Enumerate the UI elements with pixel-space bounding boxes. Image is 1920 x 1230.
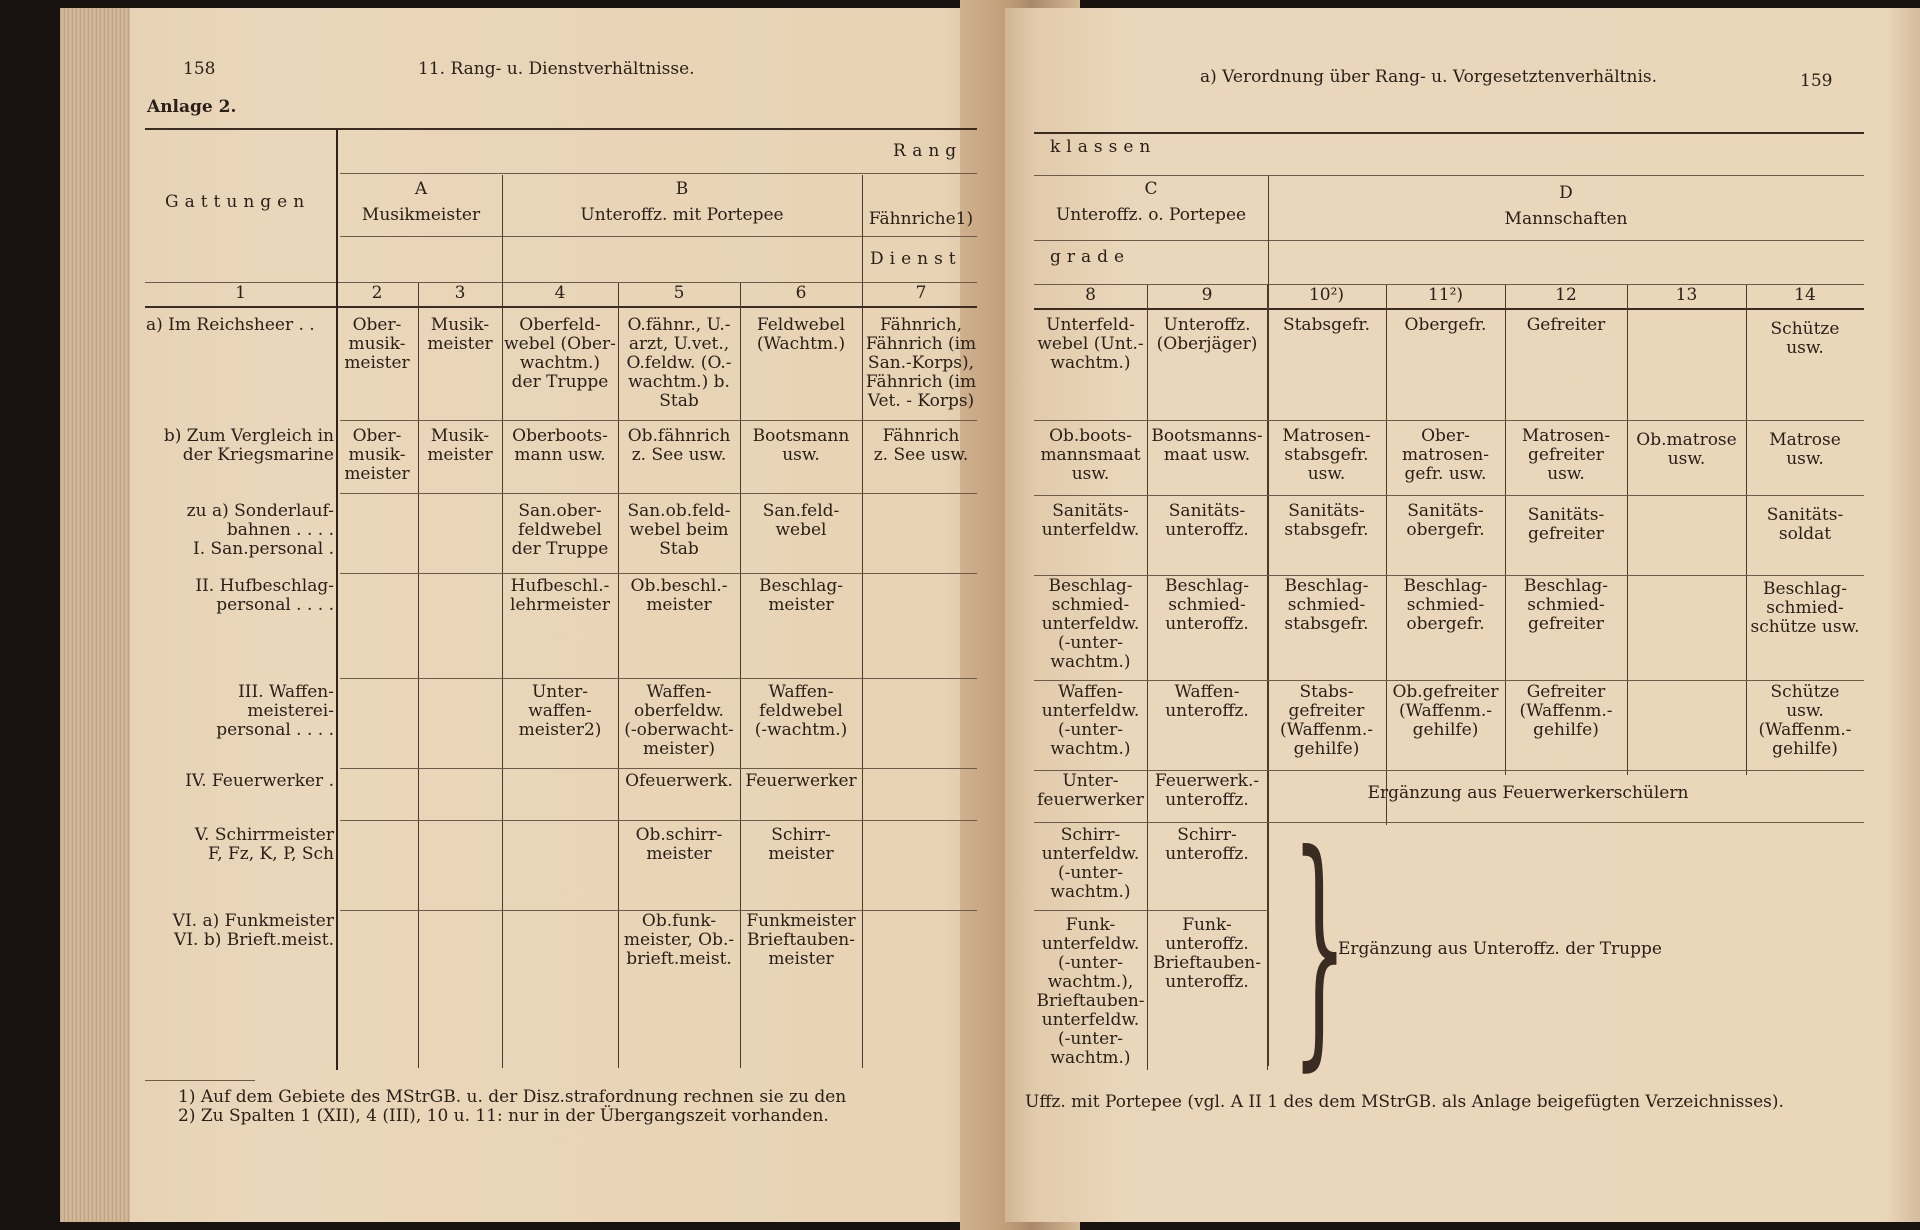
klassen-header: klassen xyxy=(1050,137,1157,157)
table-cell: Beschlag- schmied- unteroffz. xyxy=(1165,576,1249,634)
faehnriche-header: Fähnriche1) xyxy=(868,209,974,229)
table-cell: Ob.boots- mannsmaat usw. xyxy=(1040,426,1141,484)
group-b-letter: B xyxy=(675,179,689,199)
group-d-name: Mannschaften xyxy=(1504,209,1628,229)
table-cell: Ober- matrosen- gefr. usw. xyxy=(1402,426,1489,484)
col-rule xyxy=(862,175,863,1068)
table-cell: Bootsmann usw. xyxy=(752,426,850,465)
table-cell: Waffen- unteroffz. xyxy=(1165,682,1249,721)
col-rule xyxy=(1267,285,1268,1070)
col-number: 1 xyxy=(235,283,246,303)
table-cell: Stabs- gefreiter (Waffenm.- gehilfe) xyxy=(1279,682,1374,759)
table-cell: Funkmeister Brieftauben- meister xyxy=(746,911,856,969)
group-c-letter: C xyxy=(1144,179,1158,199)
rule xyxy=(340,173,977,174)
col-rule xyxy=(502,175,503,1068)
table-cell: Sanitäts- unterfeldw. xyxy=(1041,501,1140,540)
gattungen-header: Gattungen xyxy=(165,192,311,212)
table-cell: Beschlag- schmied- stabsgefr. xyxy=(1284,576,1369,634)
table-cell: Oberfeld- webel (Ober- wachtm.) der Truppe xyxy=(504,315,616,392)
table-cell: Ob.funk- meister, Ob.- brieft.meist. xyxy=(623,911,735,969)
col-rule xyxy=(418,283,419,1068)
row-rule xyxy=(1034,420,1864,421)
table-cell: Waffen- feldwebel (-wachtm.) xyxy=(754,682,848,740)
table-cell: Unter- feuerwerker xyxy=(1037,771,1144,810)
row-rule xyxy=(340,678,977,679)
table-cell: Ob.schirr- meister xyxy=(635,825,723,864)
col-number: 8 xyxy=(1085,285,1096,305)
table-cell: Gefreiter (Waffenm.- gehilfe) xyxy=(1519,682,1613,740)
table-cell: Ob.gefreiter (Waffenm.- gehilfe) xyxy=(1392,682,1499,740)
table-cell: Schütze usw. (Waffenm.- gehilfe) xyxy=(1758,682,1852,759)
col-rule xyxy=(1386,285,1387,825)
table-cell: Schirr- unteroffz. xyxy=(1165,825,1249,864)
row-rule xyxy=(340,493,977,494)
table-cell: Beschlag- schmied- unterfeldw. (-unter- wachtm.) xyxy=(1041,576,1140,672)
table-cell: Schirr- unterfeldw. (-unter- wachtm.) xyxy=(1041,825,1140,902)
table-top-rule xyxy=(145,128,977,130)
footnote-rule xyxy=(145,1080,255,1081)
row-label: II. Hufbeschlag- personal . . . . xyxy=(195,576,334,615)
table-cell: Ober- musik- meister xyxy=(344,315,410,373)
table-cell: Feldwebel (Wachtm.) xyxy=(756,315,846,354)
table-cell: Musik- meister xyxy=(427,315,493,354)
table-cell: Matrosen- gefreiter usw. xyxy=(1521,426,1611,484)
table-cell: Ofeuerwerk. xyxy=(625,771,733,791)
group-b-name: Unteroffz. mit Portepee xyxy=(580,205,784,225)
col-number: 3 xyxy=(454,283,466,303)
row-rule xyxy=(340,820,977,821)
table-cell: Feuerwerker xyxy=(745,771,857,791)
col-number: 12 xyxy=(1555,285,1577,305)
table-cell: Sanitäts- stabsgefr. xyxy=(1284,501,1369,540)
table-cell: Beschlag- schmied- obergefr. xyxy=(1403,576,1488,634)
table-cell: San.feld- webel xyxy=(762,501,840,540)
col-number: 13 xyxy=(1675,285,1698,305)
table-cell: Ob.fähnrich z. See usw. xyxy=(627,426,731,465)
left-page-number: 158 xyxy=(183,59,216,79)
table-cell: Matrosen- stabsgefr. usw. xyxy=(1282,426,1371,484)
table-cell: Sanitäts- gefreiter xyxy=(1527,505,1605,544)
table-cell: Sanitäts- obergefr. xyxy=(1406,501,1485,540)
table-cell: Schirr- meister xyxy=(768,825,834,864)
group-c-name: Unteroffz. o. Portepee xyxy=(1055,205,1247,225)
table-cell: Schütze usw. xyxy=(1770,319,1840,358)
col-number: 9 xyxy=(1201,285,1213,305)
group-a-name: Musikmeister xyxy=(361,205,481,225)
table-cell: Feuerwerk.- unteroffz. xyxy=(1154,771,1260,810)
grade-header: grade xyxy=(1050,247,1131,267)
table-cell: Oberboots- mann usw. xyxy=(512,426,608,465)
table-cell: Hufbeschl.- lehrmeister xyxy=(510,576,610,615)
col-number: 6 xyxy=(795,283,807,303)
row-rule xyxy=(1034,495,1864,496)
row-rule xyxy=(340,420,977,421)
row-label: b) Zum Vergleich in der Kriegsmarine xyxy=(163,426,334,465)
row-label: VI. a) Funkmeister VI. b) Brieft.meist. xyxy=(172,911,334,950)
table-cell: Stabsgefr. xyxy=(1282,315,1371,335)
table-cell: O.fähnr., U.- arzt, U.vet., O.feldw. (O.- wachtm.) b. Stab xyxy=(626,315,732,411)
curly-brace: } xyxy=(1291,801,1348,1092)
footnote: 2) Zu Spalten 1 (XII), 4 (III), 10 u. 11: nur in der Übergangszeit vorhanden. xyxy=(178,1106,829,1126)
header-bottom-rule xyxy=(145,306,977,308)
table-cell: Unteroffz. (Oberjäger) xyxy=(1156,315,1258,354)
group-d-letter: D xyxy=(1559,183,1573,203)
row-label: V. Schirrmeister F, Fz, K, P, Sch xyxy=(194,825,334,864)
table-cell: San.ob.feld- webel beim Stab xyxy=(627,501,731,559)
table-cell: Obergefr. xyxy=(1404,315,1487,335)
table-cell: Ob.matrose usw. xyxy=(1636,430,1737,469)
table-cell: Beschlag- meister xyxy=(759,576,843,615)
table-cell: Beschlag- schmied- gefreiter xyxy=(1524,576,1608,634)
rule xyxy=(1034,175,1864,176)
row-label: IV. Feuerwerker . xyxy=(185,771,334,791)
row-label: a) Im Reichsheer . . xyxy=(146,315,315,335)
table-cell: Fähnrich, Fähnrich (im San.-Korps), Fähnrich (im Vet. - Korps) xyxy=(865,315,977,411)
col-number: 10²) xyxy=(1308,285,1345,305)
col-rule xyxy=(1627,285,1628,775)
table-cell: San.ober- feldwebel der Truppe xyxy=(511,501,609,559)
table-cell: Musik- meister xyxy=(427,426,493,465)
page-edges xyxy=(60,8,130,1222)
rule xyxy=(1034,240,1864,241)
table-cell: Ob.beschl.- meister xyxy=(630,576,728,615)
col-number: 5 xyxy=(673,283,685,303)
table-cell: Unterfeld- webel (Unt.- wachtm.) xyxy=(1037,315,1144,373)
col-number: 11²) xyxy=(1427,285,1464,305)
table-cell: Waffen- oberfeldw. (-oberwacht- meister) xyxy=(624,682,734,759)
right-running-head: a) Verordnung über Rang- u. Vorgesetztenverhältnis. xyxy=(1200,67,1658,87)
table-cell: Bootsmanns- maat usw. xyxy=(1151,426,1263,465)
table-cell: Beschlag- schmied- schütze usw. xyxy=(1750,579,1860,637)
table-cell: Funk- unterfeldw. (-unter- wachtm.), Brieftauben- unterfeldw. (-unter- wachtm.) xyxy=(1036,915,1145,1068)
header-bottom-rule xyxy=(1034,308,1864,310)
row-rule xyxy=(1034,680,1864,681)
col-number: 2 xyxy=(371,283,383,303)
anlage-label: Anlage 2. xyxy=(147,97,237,117)
table-cell: Ober- musik- meister xyxy=(344,426,410,484)
table-cell: Sanitäts- soldat xyxy=(1766,505,1844,544)
dienst-header: Dienst xyxy=(870,249,962,269)
table-top-rule xyxy=(1034,132,1864,134)
row-rule xyxy=(1034,910,1268,911)
left-running-head: 11. Rang- u. Dienstverhältnisse. xyxy=(418,59,695,79)
rule xyxy=(340,236,977,237)
table-cell: Sanitäts- unteroffz. xyxy=(1165,501,1249,540)
footnote-continuation: Uffz. mit Portepee (vgl. A II 1 des dem MStrGB. als Anlage beigefügten Verzeichnisses). xyxy=(1025,1092,1784,1112)
col-number: 14 xyxy=(1794,285,1816,305)
footnote: 1) Auf dem Gebiete des MStrGB. u. der Disz.strafordnung rechnen sie zu den xyxy=(178,1087,847,1107)
table-cell: Unter- waffen- meister2) xyxy=(518,682,602,740)
right-page-number: 159 xyxy=(1800,71,1833,91)
gattungen-column-rule xyxy=(336,130,338,1070)
ergaenzung-truppe: Ergänzung aus Unteroffz. der Truppe xyxy=(1338,939,1662,959)
row-rule xyxy=(340,768,977,769)
col-number: 7 xyxy=(915,283,927,303)
row-rule xyxy=(1034,822,1864,823)
rang-header: Rang xyxy=(893,141,963,161)
table-cell: Matrose usw. xyxy=(1769,430,1841,469)
group-a-letter: A xyxy=(414,179,428,199)
ergaenzung-feuerwerker: Ergänzung aus Feuerwerkerschülern xyxy=(1367,783,1689,803)
table-cell: Fähnrich z. See usw. xyxy=(873,426,969,465)
col-number: 4 xyxy=(554,283,566,303)
row-rule xyxy=(340,573,977,574)
table-cell: Gefreiter xyxy=(1526,315,1606,335)
row-label: III. Waffen- meisterei- personal . . . . xyxy=(216,682,334,740)
row-label: zu a) Sonderlauf- bahnen . . . . I. San.personal . xyxy=(186,501,334,559)
table-cell: Waffen- unterfeldw. (-unter- wachtm.) xyxy=(1041,682,1140,759)
table-cell: Funk- unteroffz. Brieftauben- unteroffz. xyxy=(1153,915,1261,992)
